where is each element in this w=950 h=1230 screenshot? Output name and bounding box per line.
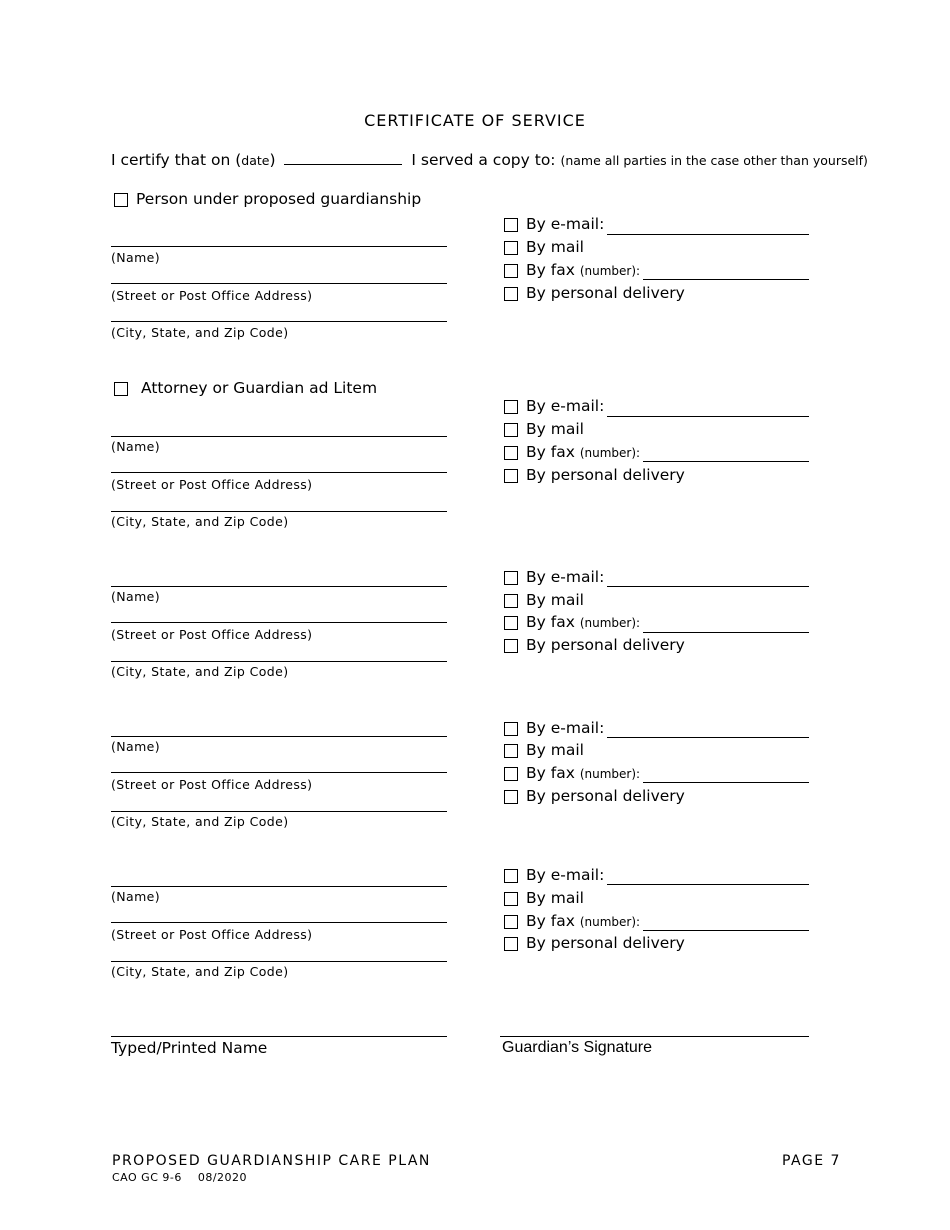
fax-label	[526, 261, 640, 279]
city-line[interactable]	[111, 811, 447, 812]
email-line[interactable]	[607, 416, 809, 417]
printed-name-line[interactable]	[111, 1036, 447, 1037]
footer-page-number: PAGE 7	[782, 1153, 841, 1169]
street-caption: (Street or Post Office Address)	[111, 627, 313, 642]
street-line[interactable]	[111, 622, 447, 623]
fax-label	[526, 912, 640, 930]
city-line[interactable]	[111, 661, 447, 662]
fax-label	[526, 764, 640, 782]
name-caption: (Name)	[111, 250, 161, 265]
email-checkbox[interactable]	[504, 722, 518, 736]
personal-label: By personal delivery	[526, 787, 685, 805]
street-caption: (Street or Post Office Address)	[111, 777, 313, 792]
email-line[interactable]	[607, 586, 809, 587]
mail-label: By mail	[526, 420, 584, 438]
personal-checkbox[interactable]	[504, 469, 518, 483]
email-checkbox[interactable]	[504, 400, 518, 414]
mail-checkbox[interactable]	[504, 423, 518, 437]
email-label: By e-mail:	[526, 866, 605, 884]
date-field[interactable]	[284, 150, 402, 165]
city-line[interactable]	[111, 511, 447, 512]
city-caption: (City, State, and Zip Code)	[111, 664, 289, 679]
fax-text: By fax	[526, 261, 575, 279]
city-line[interactable]	[111, 321, 447, 322]
personal-checkbox[interactable]	[504, 937, 518, 951]
email-label: By e-mail:	[526, 719, 605, 737]
personal-checkbox[interactable]	[504, 287, 518, 301]
personal-label: By personal delivery	[526, 466, 685, 484]
fax-label	[526, 443, 640, 461]
name-caption: (Name)	[111, 889, 161, 904]
mail-checkbox[interactable]	[504, 594, 518, 608]
fax-hint: (number):	[579, 767, 641, 781]
mail-checkbox[interactable]	[504, 892, 518, 906]
email-label: By e-mail:	[526, 568, 605, 586]
printed-name-caption: Typed/Printed Name	[111, 1039, 268, 1057]
city-caption: (City, State, and Zip Code)	[111, 514, 289, 529]
mail-checkbox[interactable]	[504, 744, 518, 758]
email-checkbox[interactable]	[504, 218, 518, 232]
fax-checkbox[interactable]	[504, 915, 518, 929]
email-label: By e-mail:	[526, 215, 605, 233]
email-label: By e-mail:	[526, 397, 605, 415]
footer-form-title: PROPOSED GUARDIANSHIP CARE PLAN	[112, 1153, 431, 1169]
email-line[interactable]	[607, 234, 809, 235]
email-line[interactable]	[607, 737, 809, 738]
fax-text: By fax	[526, 764, 575, 782]
personal-label: By personal delivery	[526, 934, 685, 952]
fax-line[interactable]	[643, 279, 809, 280]
email-checkbox[interactable]	[504, 869, 518, 883]
street-line[interactable]	[111, 472, 447, 473]
signature-caption: Guardian’s Signature	[502, 1039, 653, 1056]
signature-line[interactable]	[500, 1036, 809, 1037]
personal-checkbox[interactable]	[504, 639, 518, 653]
name-caption: (Name)	[111, 589, 161, 604]
mail-label: By mail	[526, 741, 584, 759]
personal-checkbox[interactable]	[504, 790, 518, 804]
fax-line[interactable]	[643, 930, 809, 931]
footer-form-code: CAO GC 9-6 08/2020	[112, 1171, 248, 1184]
fax-line[interactable]	[643, 461, 809, 462]
party-checkbox-person[interactable]	[114, 193, 128, 207]
certify-prefix: I certify that on (	[111, 151, 242, 169]
mail-label: By mail	[526, 889, 584, 907]
served-label: I served a copy to:	[411, 151, 556, 169]
mail-label: By mail	[526, 238, 584, 256]
name-line[interactable]	[111, 436, 447, 437]
name-line[interactable]	[111, 736, 447, 737]
fax-line[interactable]	[643, 782, 809, 783]
fax-line[interactable]	[643, 632, 809, 633]
city-caption: (City, State, and Zip Code)	[111, 814, 289, 829]
name-line[interactable]	[111, 886, 447, 887]
fax-text: By fax	[526, 443, 575, 461]
fax-hint: (number):	[579, 264, 641, 278]
certify-suffix: )	[269, 151, 276, 169]
name-caption: (Name)	[111, 439, 161, 454]
fax-checkbox[interactable]	[504, 446, 518, 460]
mail-label: By mail	[526, 591, 584, 609]
fax-checkbox[interactable]	[504, 264, 518, 278]
fax-hint: (number):	[579, 616, 641, 630]
city-line[interactable]	[111, 961, 447, 962]
email-line[interactable]	[607, 884, 809, 885]
fax-hint: (number):	[579, 915, 641, 929]
fax-text: By fax	[526, 912, 575, 930]
street-line[interactable]	[111, 772, 447, 773]
personal-label: By personal delivery	[526, 284, 685, 302]
street-line[interactable]	[111, 922, 447, 923]
date-hint: date	[241, 153, 270, 168]
fax-label	[526, 613, 640, 631]
certify-statement	[111, 150, 868, 169]
fax-text: By fax	[526, 613, 575, 631]
mail-checkbox[interactable]	[504, 241, 518, 255]
name-caption: (Name)	[111, 739, 161, 754]
email-checkbox[interactable]	[504, 571, 518, 585]
street-caption: (Street or Post Office Address)	[111, 288, 313, 303]
party-label-attorney: Attorney or Guardian ad Litem	[141, 379, 378, 397]
parties-hint: (name all parties in the case other than yourself)	[560, 153, 868, 168]
fax-checkbox[interactable]	[504, 767, 518, 781]
page-title: CERTIFICATE OF SERVICE	[364, 111, 586, 130]
personal-label: By personal delivery	[526, 636, 685, 654]
fax-checkbox[interactable]	[504, 616, 518, 630]
party-label-person: Person under proposed guardianship	[136, 190, 422, 208]
party-checkbox-attorney[interactable]	[114, 382, 128, 396]
street-caption: (Street or Post Office Address)	[111, 927, 313, 942]
city-caption: (City, State, and Zip Code)	[111, 964, 289, 979]
fax-hint: (number):	[579, 446, 641, 460]
name-line[interactable]	[111, 586, 447, 587]
city-caption: (City, State, and Zip Code)	[111, 325, 289, 340]
name-line[interactable]	[111, 246, 447, 247]
street-line[interactable]	[111, 283, 447, 284]
street-caption: (Street or Post Office Address)	[111, 477, 313, 492]
